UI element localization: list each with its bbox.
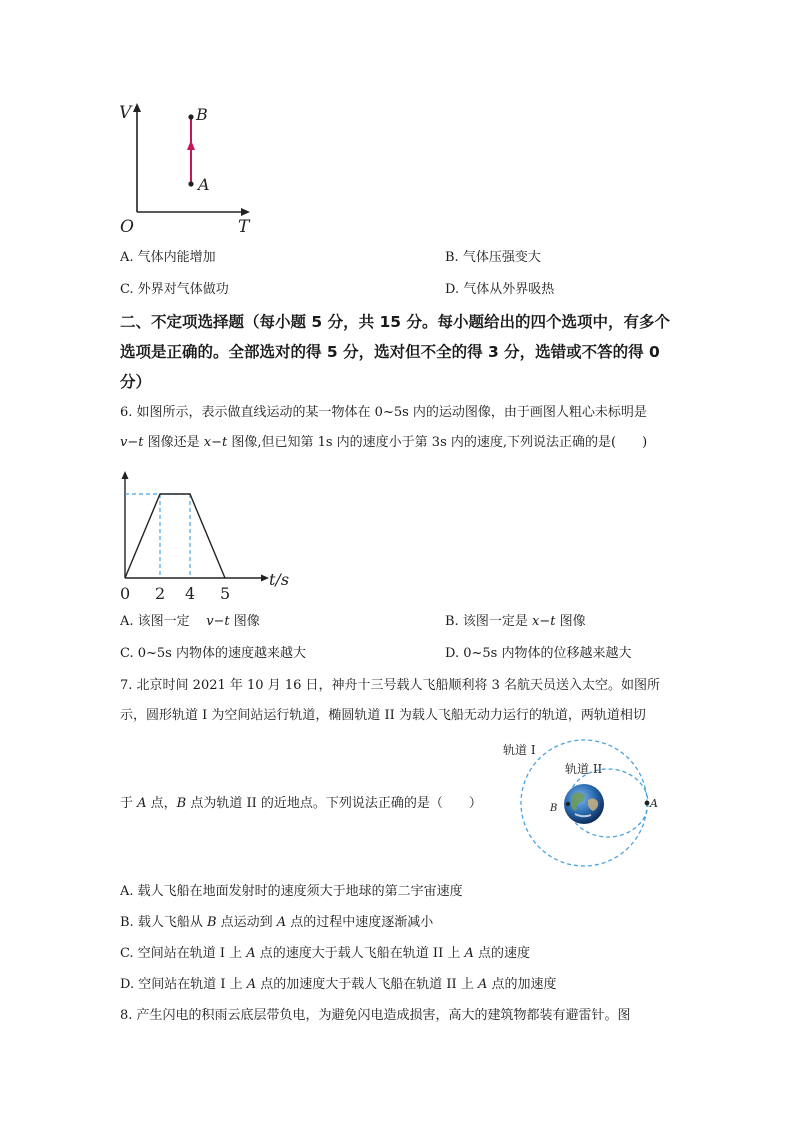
q6-tick-2: 2 xyxy=(155,584,166,603)
q7-option-a: A. 载人飞船在地面发射时的速度须大于地球的第二宇宙速度 xyxy=(120,884,463,899)
q6-option-a-text: A. 该图一定 xyxy=(120,614,190,629)
q7-option-d xyxy=(120,976,557,994)
q7-option-c-v1: A xyxy=(246,946,256,961)
q6-option-a-term: v−t xyxy=(206,614,230,629)
section2-heading-line3: 分） xyxy=(120,373,152,391)
q6-option-a xyxy=(120,613,260,631)
q7-stem-line2: 示，圆形轨道 I 为空间站运行轨道，椭圆轨道 II 为载人飞船无动力运行的轨道，两轨道相切 xyxy=(120,708,646,723)
q7-line3-pre: 于 xyxy=(120,796,138,811)
q6-option-a-suffix: 图像 xyxy=(233,614,260,629)
section2-heading-line1: 二、不定项选择题（每小题 5 分，共 15 分。每小题给出的四个选项中，有多个 xyxy=(120,313,670,331)
q6-trapezoid-line xyxy=(125,494,225,578)
orbit-point-a-dot xyxy=(645,801,650,806)
q6-option-d: D. 0~5s 内物体的位移越来越大 xyxy=(445,646,632,661)
q7-option-d-pre: D. 空间站在轨道 I 上 xyxy=(120,977,247,992)
q7-option-c xyxy=(120,945,530,963)
q7-option-c-mid: 点的速度大于载人飞船在轨道 II 上 xyxy=(255,946,465,961)
orbit-point-b-dot xyxy=(566,802,570,806)
q7-option-c-v2: A xyxy=(464,946,474,961)
q6-option-b-text: B. 该图一定是 xyxy=(445,614,528,629)
q7-option-b-v2: A xyxy=(276,915,287,930)
point-a-label: A xyxy=(198,175,210,194)
point-a-dot xyxy=(188,181,193,186)
q6-xt-term: x−t xyxy=(203,435,228,450)
q8-stem-line1: 8. 产生闪电的积雨云底层带负电，为避免闪电造成损害，高大的建筑物都装有避雷针。图 xyxy=(120,1008,631,1023)
q6-stem-mid2: 图像,但已知第 1s 内的速度小于第 3s 内的速度,下列说法正确的是( ) xyxy=(227,435,648,450)
q7-option-b xyxy=(120,914,433,932)
q6-tick-5: 5 xyxy=(220,584,231,603)
q7-option-b-mid: 点运动到 xyxy=(216,915,277,930)
orbit-point-b-label: B xyxy=(550,803,558,814)
q6-option-b-term: x−t xyxy=(531,614,556,629)
v-axis-arrow xyxy=(133,103,141,112)
q6-axis-label: t/s xyxy=(269,570,290,589)
orbit-figure xyxy=(495,738,685,868)
point-b-dot xyxy=(188,114,193,119)
q6-option-c: C. 0~5s 内物体的速度越来越大 xyxy=(120,646,306,661)
q6-stem-mid1: 图像还是 xyxy=(143,435,204,450)
q7-option-b-pre: B. 载人飞船从 xyxy=(120,915,207,930)
q7-stem-line3 xyxy=(120,795,482,813)
process-arrow xyxy=(187,140,195,150)
q5-option-d: D. 气体从外界吸热 xyxy=(445,282,555,297)
q6-option-b-suffix: 图像 xyxy=(559,614,586,629)
q7-line3-post: 点为轨道 II 的近地点。下列说法正确的是（ ） xyxy=(186,796,482,811)
q6-tick-0: 0 xyxy=(120,584,131,603)
orbit1-label: 轨道 I xyxy=(503,743,536,757)
orbit-point-a-label: A xyxy=(650,797,658,810)
orbit2-label: 轨道 II xyxy=(565,762,603,776)
q7-line3-a: A xyxy=(137,796,147,811)
q6-vertical-axis-arrow xyxy=(122,471,129,479)
section2-heading-line2: 选项是正确的。全部选对的得 5 分，选对但不全的得 3 分，选错或不答的得 0 xyxy=(120,343,660,361)
q5-option-c: C. 外界对气体做功 xyxy=(120,282,229,297)
q7-option-d-post: 点的加速度 xyxy=(487,977,557,992)
q5-option-b: B. 气体压强变大 xyxy=(445,250,541,265)
axis-label-v: V xyxy=(119,103,132,123)
q6-stem-line1: 6. 如图所示，表示做直线运动的某一物体在 0~5s 内的运动图像，由于画图人粗心未标明是 xyxy=(120,405,647,420)
q7-option-d-mid: 点的加速度大于载人飞船在轨道 II 上 xyxy=(256,977,478,992)
origin-label: O xyxy=(120,217,134,237)
t-axis-arrow xyxy=(241,208,250,216)
q7-option-c-pre: C. 空间站在轨道 I 上 xyxy=(120,946,247,961)
q7-option-b-post: 点的过程中速度逐渐减小 xyxy=(286,915,434,930)
axis-label-t: T xyxy=(238,217,250,237)
q6-option-b xyxy=(445,613,586,631)
q6-stem-line2 xyxy=(120,434,647,452)
vt-graph xyxy=(110,98,270,238)
point-b-label: B xyxy=(196,105,208,124)
q7-option-d-v2: A xyxy=(477,977,488,992)
q7-stem-line1: 7. 北京时间 2021 年 10 月 16 日，神舟十三号载人飞船顺利将 3 名航天员送入太空。如图所 xyxy=(120,678,661,693)
q6-time-axis-arrow xyxy=(261,575,269,582)
q7-option-c-post: 点的速度 xyxy=(473,946,531,961)
q6-motion-graph xyxy=(112,468,312,608)
q7-line3-b: B xyxy=(176,796,187,811)
q7-option-b-v1: B xyxy=(206,915,217,930)
q7-line3-mid: 点， xyxy=(146,796,177,811)
q6-tick-4: 4 xyxy=(185,584,196,603)
q5-option-a: A. 气体内能增加 xyxy=(120,250,216,265)
q6-vt-term: v−t xyxy=(120,435,144,450)
q7-option-d-v1: A xyxy=(246,977,257,992)
